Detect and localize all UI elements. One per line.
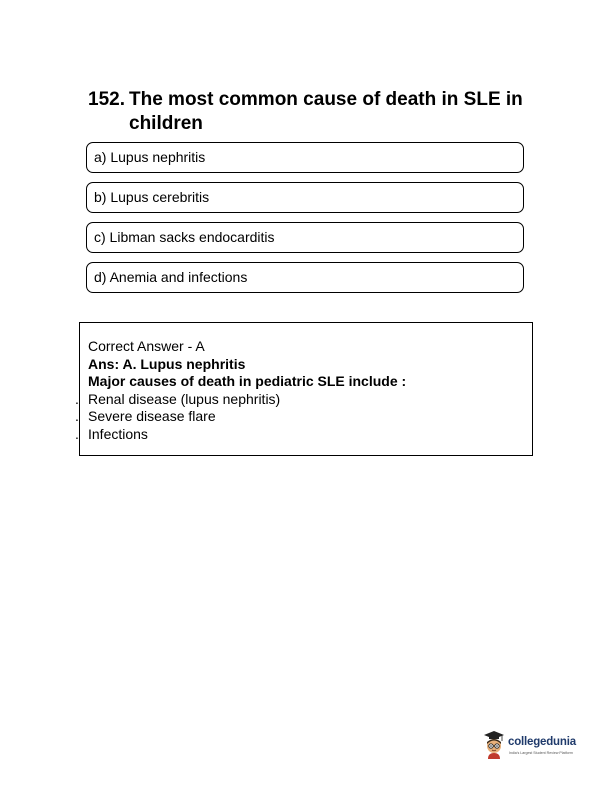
mascot-icon [482,729,506,759]
list-item [75,425,518,444]
brand-tagline: India's Largest Student Review Platform [509,751,573,755]
bullet-icon: . [75,408,79,424]
bullet-icon: . [75,390,79,407]
collegedunia-logo[interactable] [482,729,592,763]
correct-answer-text: Correct Answer - A [88,338,205,354]
answer-heading: Major causes of death in pediatric SLE include : [88,373,407,389]
list-item-text: Renal disease (lupus nephritis) [88,390,281,407]
list-item [75,390,518,409]
question-text: The most common cause of death in SLE in children [129,89,523,134]
list-item-text: Infections [88,425,148,442]
option-a[interactable]: a) Lupus nephritis [86,142,524,173]
option-d[interactable]: d) Anemia and infections [86,262,524,293]
list-item [75,408,518,426]
list-item-text: Severe disease flare [88,408,216,424]
option-c[interactable]: c) Libman sacks endocarditis [86,222,524,253]
bullet-icon: . [75,425,79,442]
option-b[interactable]: b) Lupus cerebritis [86,182,524,213]
answer-explanation: Ans: A. Lupus nephritis [88,355,246,372]
question [88,88,528,136]
question-number: 152. [88,89,125,110]
brand-name: collegedunia [508,736,576,748]
answer-content [75,338,518,443]
